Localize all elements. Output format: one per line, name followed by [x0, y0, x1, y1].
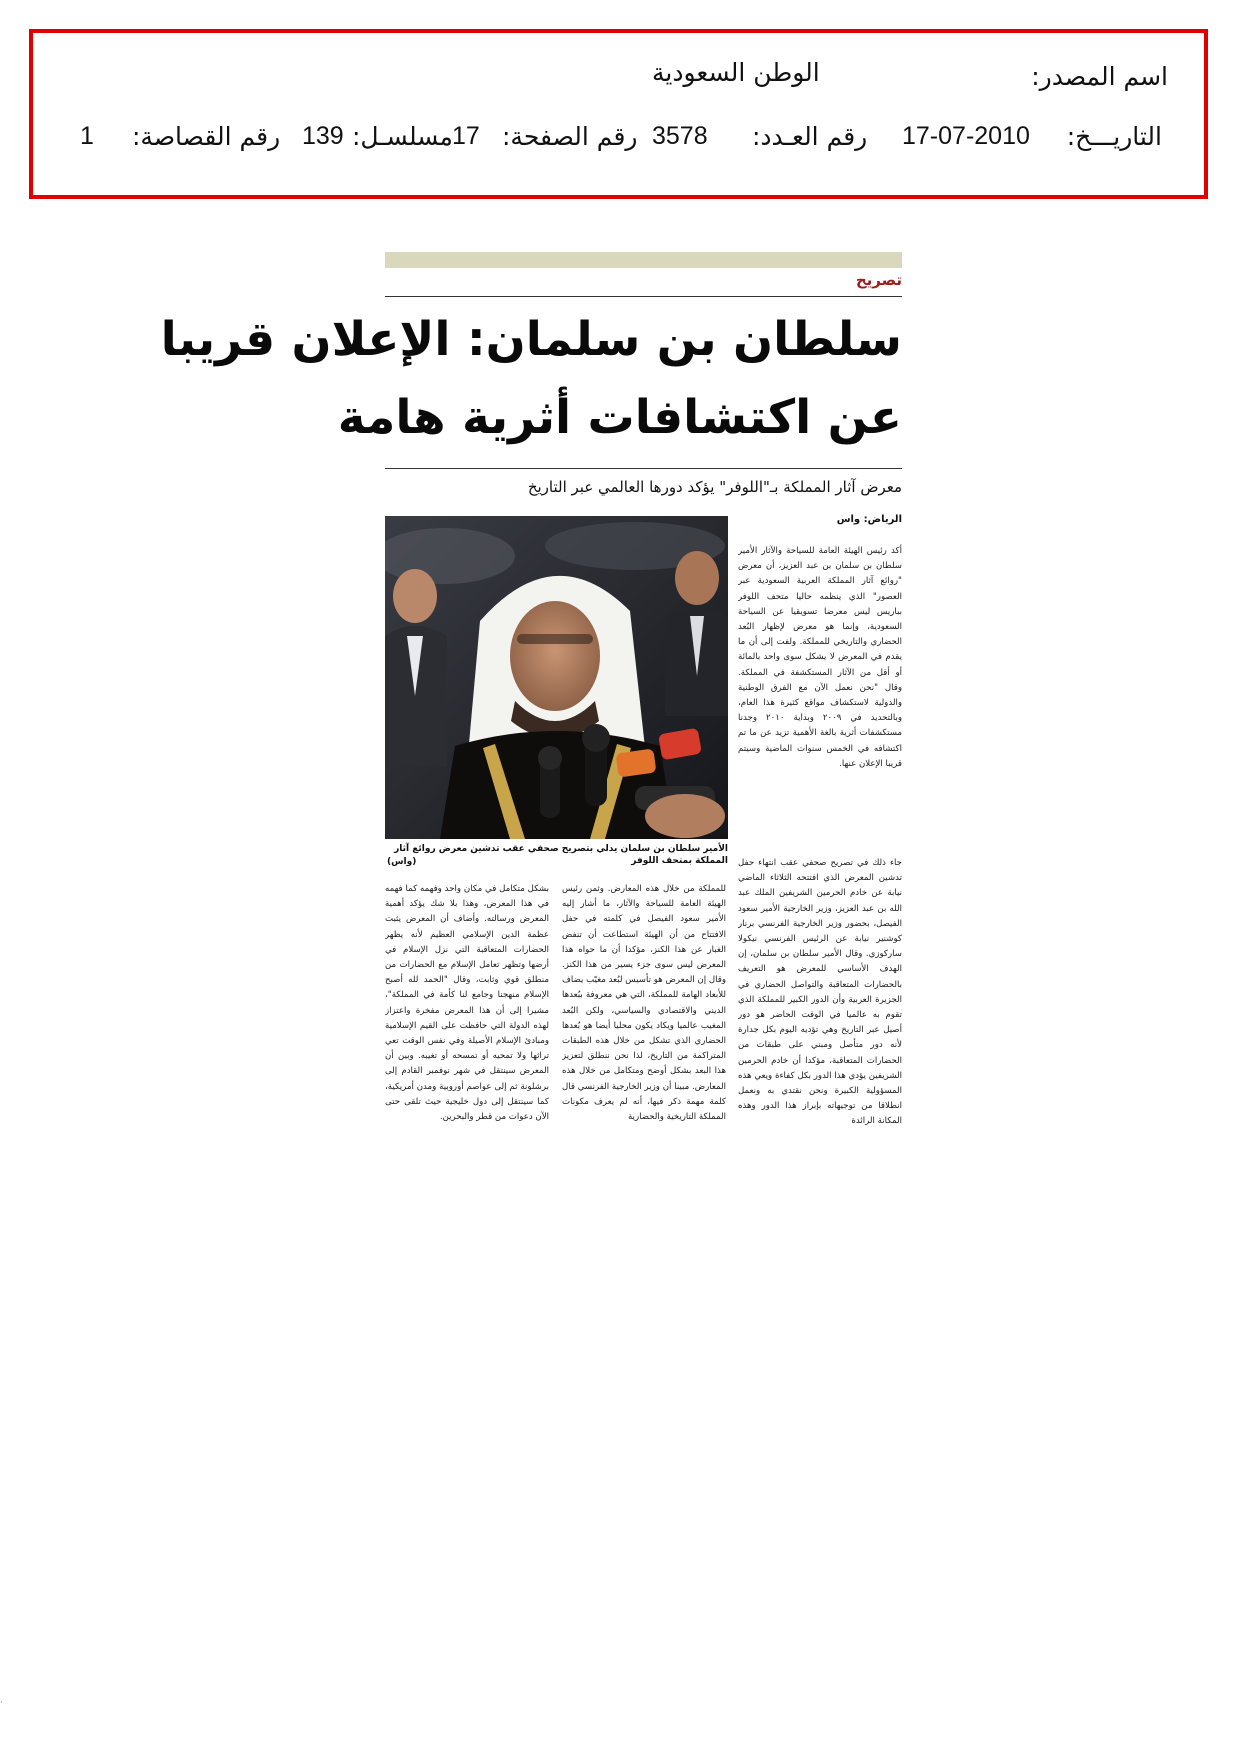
photo-credit: (واس)	[387, 857, 417, 867]
clip-label: رقم القصاصة:	[132, 122, 281, 151]
serial-label: مسلسـل:	[352, 122, 453, 151]
article-top-bar	[385, 252, 902, 268]
headline-line-2: عن اكتشافات أثرية هامة	[337, 390, 902, 445]
body-column-right-lower: جاء ذلك في تصريح صحفي عقب انتهاء حفل تدشين المعرض الذي افتتحه الثلاثاء الماضي نيابة عن خادم الحرمين الشريفين الملك عبد الله بن عبد العزيز، وزير الخارجية الأمير سعود الفيصل، بحضور وزير الخارجية الفرنسي برنار كوشنير نيابة عن الرئيس الفرنسي نيكولا ساركوزي. وقال الأمير سلطان بن سلمان، إن الهدف الأساسي للمعرض هو التعريف بالحضارات المتعاقبة والتواصل الحضاري في الجزيرة العربية وأن الدور الكبير للمملكة الذي تقوم به عالميا في الوقت الحاضر هو دور أصيل عبر التاريخ وهي تؤديه اليوم بكل جدارة لأنه دور متأصل ومبني على طبقات من الحضارات المتعاقبة، مؤكدا أن خادم الحرمين الشريفين يؤدي هذا الدور بكل كفاءة ويعي هذه المسؤولية الكبيرة ونحن نقتدي به ونعمل انطلاقا من توجيهاته بإبراز هذا الدور وهذه المكانة الرائدة	[738, 858, 902, 1127]
issue-value: 3578	[652, 122, 708, 150]
headline-line-1: سلطان بن سلمان: الإعلان قريبا	[160, 312, 902, 367]
issue-label: رقم العـدد:	[752, 122, 868, 151]
section-label: تصريح	[855, 271, 902, 289]
photo-caption: الأمير سلطان بن سلمان يدلي بتصريح صحفي عقب تدشين معرض روائع آثار المملكة بمتحف اللوفر	[394, 844, 728, 866]
clipping-info-box	[29, 29, 1208, 199]
photo-illustration	[385, 516, 728, 839]
dateline: الرياض: واس	[836, 514, 902, 525]
serial-value: 139	[302, 122, 344, 150]
source-value: الوطن السعودية	[652, 58, 820, 87]
body-column-middle: للمملكة من خلال هذه المعارض. وثمن رئيس الهيئة العامة للسياحة والآثار، ما أشار إليه الأمير سعود الفيصل في كلمته في حفل الافتتاح من أن الهيئة استطاعت أن تنفض الغبار عن هذا الكنز، مؤكدا أن ما حواه هذا المعرض ليس سوى جزء يسير من هذا الكنز. وقال إن المعرض هو تأسيس لبُعد مغيّب يضاف للأبعاد الهامة للمملكة، التي هي معروفة ببُعدها الديني والاقتصادي والسياسي، ولكن البُعد المغيب عالميا ويكاد يكون محليا أيضا هو بُعدها الحضاري الذي تشكل من خلال هذه الطبقات المتراكمة من التاريخ، لذا نحن ننطلق لتعزيز هذا البعد بشكل أوضح ومتكامل من خلال هذه المعارض. مبينا أن وزير الخارجية الفرنسي قال كلمة مهمة ذكر فيها، أنه لم يعرف مكونات المملكة التاريخية والحضارية	[562, 884, 726, 1123]
body-column-right-upper: أكد رئيس الهيئة العامة للسياحة والآثار الأمير سلطان بن سلمان بن عبد العزيز، أن معرض "روائع آثار المملكة العربية السعودية عبر العصور" الذي ينظمه حاليا متحف اللوفر بباريس ليس معرضا تسويقيا عن السياحة السعودية، وإنما هو معرض لإظهار البُعد الحضاري والتاريخي للمملكة. ولفت إلى أن ما يقدم في المعرض لا يشكل سوى واحد بالمائة أو أقل من الآثار المستكشفة في المملكة. وقال "نحن نعمل الآن مع الفرق الوطنية والدولية لاستكشاف مواقع كثيرة هذا العام، وبالتحديد في ٢٠٠٩ وبداية ٢٠١٠ وجدنا مستكشفات أثرية بالغة الأهمية تزيد عن ما تم اكتشافه في الخمس سنوات الماضية وسيتم قريبا الإعلان عنها.	[738, 546, 902, 769]
page-label: رقم الصفحة:	[502, 122, 638, 151]
section-rule	[385, 296, 902, 297]
subheadline: معرض آثار المملكة بـ"اللوفر" يؤكد دورها العالمي عبر التاريخ	[527, 478, 902, 496]
clip-value: 1	[80, 122, 94, 150]
source-label: اسم المصدر:	[1031, 62, 1168, 91]
article-photo	[385, 516, 728, 839]
date-label: التاريـــخ:	[1066, 122, 1162, 151]
date-value: 17-07-2010	[902, 122, 1030, 150]
headline-rule	[385, 468, 902, 469]
body-column-left: بشكل متكامل في مكان واحد وفهمه كما فهمه في هذا المعرض، وهذا بلا شك يؤكد أهمية المعرض ورسالته. وأضاف أن المعرض يثبت عظمة الدين الإسلامي العظيم لأنه يظهر الحضارات المتعاقبة التي نزل الإسلام في أرضها وتظهر تعامل الإسلام مع الحضارات من منطلق قوي وثابت، وقال "الحمد لله أصبح الإسلام منهجنا وجامع لنا كأمة في المملكة"، مشيرا إلى أن هذا المعرض مفخرة واعتزاز لهذه الدولة التي حافظت على القيم الإسلامية ومبادئ الإسلام الأصيلة وفي نفس الوقت تعي تراثها ولا تمحيه أو تمسحه أو تغيبه. وبين أن المعرض سينتقل في شهر نوفمبر القادم إلى برشلونة ثم إلى عواصم أوروبية ومدن أمريكية، كما سينتقل إلى دول خليجية حيث تلقى حتى الآن دعوات من قطر والبحرين.	[385, 884, 549, 1123]
edge-mark: ·	[0, 1698, 3, 1707]
page-value: 17	[452, 122, 480, 150]
